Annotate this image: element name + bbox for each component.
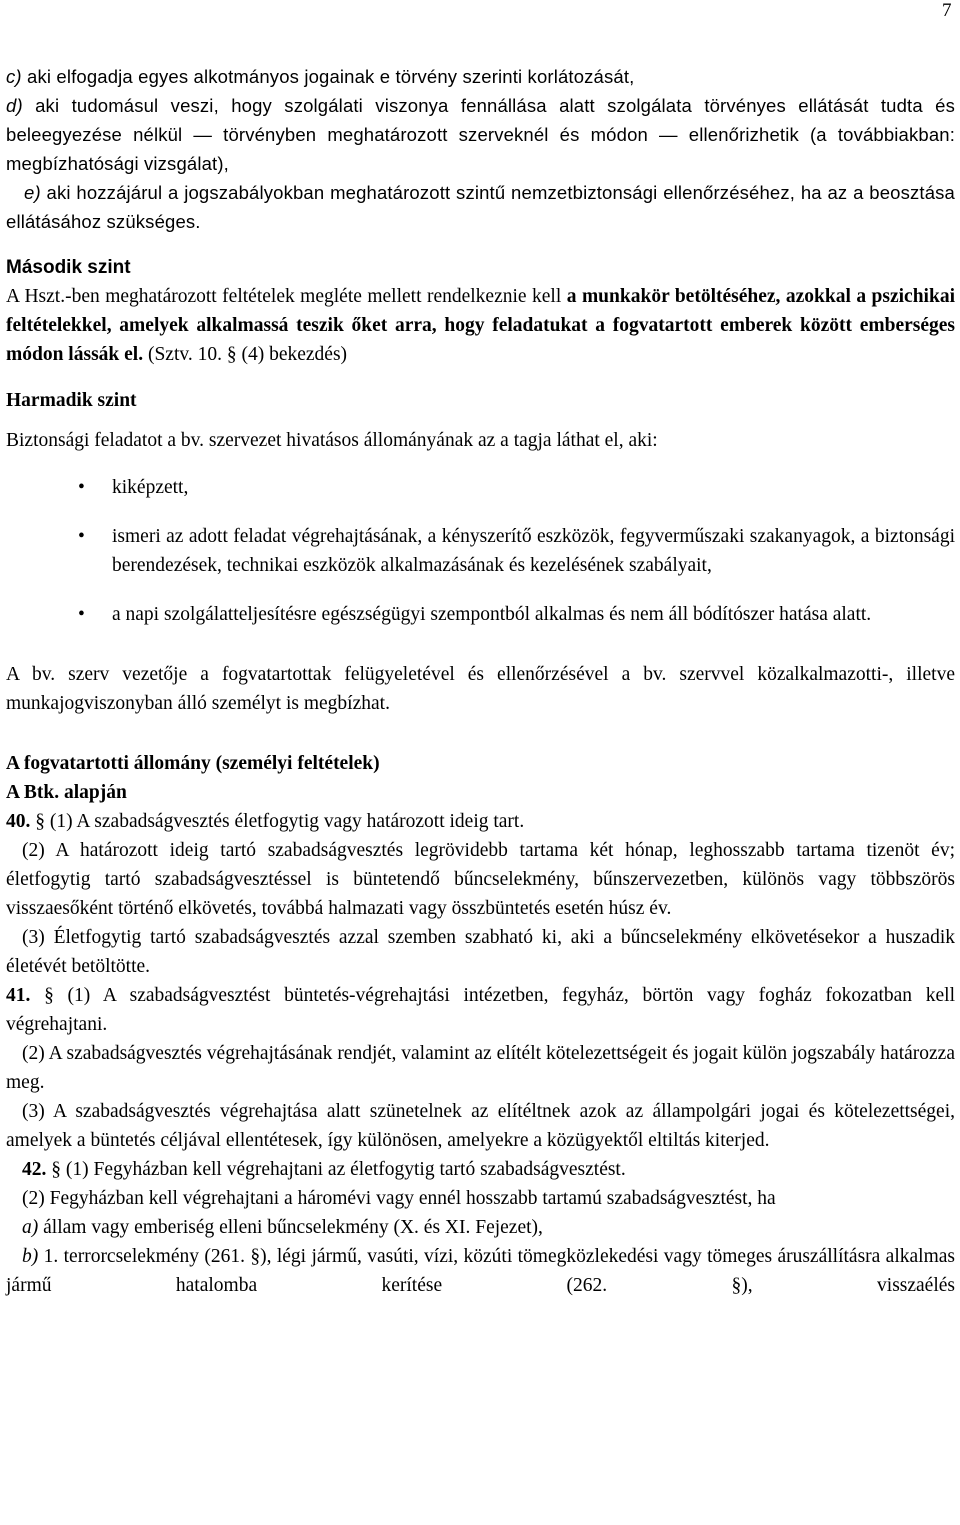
list-item xyxy=(6,473,955,502)
section-40-1-text: § (1) A szabadságvesztés életfogytig vagy határozott ideig tart. xyxy=(30,811,525,832)
bullet-list xyxy=(6,473,955,629)
heading-masodik-szint: Második szint xyxy=(6,257,131,278)
item-b-text: 1. terrorcselekmény (261. §), légi jármű, vasúti, vízi, közúti tömegközlekedési vagy tömeges áruszállításra alkalmas jármű hatalomba kerítése (262. §), visszaélés xyxy=(6,1246,955,1296)
item-d-text: aki tudomásul veszi, hogy szolgálati viszonya fennállása alatt szolgálata törvényes ellátását tudta és beleegyezése nélkül — törvényben meghatározott szerveknél és módon — ellenőrizhetik (a továbbiakban: megbízhatósági vizsgálat), xyxy=(6,95,955,174)
bullet-dot-icon: • xyxy=(78,526,85,547)
item-b xyxy=(6,1242,955,1300)
item-c xyxy=(6,62,955,91)
section-40-number: 40. xyxy=(6,811,31,832)
item-d xyxy=(6,91,955,178)
bullet-dot-icon: • xyxy=(78,604,85,625)
section-42-1 xyxy=(6,1155,955,1184)
section-40-2: (2) A határozott ideig tartó szabadságvesztés legrövidebb tartama két hónap, leghosszabb tartama tizenöt év; életfogytig tartó szabadságvesztéssel is büntetendő bűncselekmény, bűnszervezetben, különös vagy többszörös visszaesőként történő elkövetés, továbbá halmazati vagy összbüntetés esetén húsz év. xyxy=(6,840,955,919)
masodik-tail: (Sztv. 10. § (4) bekezdés) xyxy=(143,344,348,365)
masodik-lead: A Hszt.-ben meghatározott feltételek megléte mellett rendelkeznie kell xyxy=(6,286,567,307)
document-body xyxy=(6,62,955,1300)
bullet-dot-icon: • xyxy=(78,477,85,498)
item-e xyxy=(6,178,955,236)
item-e-label: e) xyxy=(24,182,41,203)
bullet-text: ismeri az adott feladat végrehajtásának, a kényszerítő eszközök, fegyverműszaki szakanyagok, a biztonsági berendezések, technikai eszközök alkalmazásának és kezelésének szabályait, xyxy=(112,526,955,576)
item-d-label: d) xyxy=(6,95,23,116)
section-41-number: 41. xyxy=(6,985,31,1006)
section-42-2: (2) Fegyházban kell végrehajtani a háromévi vagy ennél hosszabb tartamú szabadságvesztést, ha xyxy=(22,1188,776,1209)
list-item xyxy=(6,600,955,629)
item-a xyxy=(6,1213,955,1242)
item-a-label: a) xyxy=(22,1217,39,1238)
section-41-1 xyxy=(6,981,955,1039)
section-41-1-text: § (1) A szabadságvesztést büntetés-végrehajtási intézetben, fegyház, börtön vagy fogház fokozatban kell végrehajtani. xyxy=(6,985,955,1035)
section-42-number: 42. xyxy=(22,1159,47,1180)
heading-fogvatartotti: A fogvatartotti állomány (személyi feltételek) xyxy=(6,753,380,774)
bullet-text: a napi szolgálatteljesítésre egészségügyi szempontból alkalmas és nem áll bódítószer hatása alatt. xyxy=(112,604,872,625)
closing-paragraph: A bv. szerv vezetője a fogvatartottak felügyeletével és ellenőrzésével a bv. szervvel közalkalmazotti-, illetve munkajogviszonyban álló személyt is megbízhat. xyxy=(6,664,955,714)
item-a-text: állam vagy emberiség elleni bűncselekmény (X. és XI. Fejezet), xyxy=(38,1217,543,1238)
section-42-1-text: § (1) Fegyházban kell végrehajtani az életfogytig tartó szabadságvesztést. xyxy=(46,1159,626,1180)
page-number: 7 xyxy=(942,0,952,21)
item-c-text: aki elfogadja egyes alkotmányos jogainak e törvény szerinti korlátozását, xyxy=(21,66,635,87)
list-item xyxy=(6,522,955,580)
paragraph-masodik xyxy=(6,282,955,369)
harmadik-intro: Biztonsági feladatot a bv. szervezet hivatásos állományának az a tagja láthat el, aki: xyxy=(6,430,658,451)
section-40-3: (3) Életfogytig tartó szabadságvesztés azzal szemben szabható ki, aki a bűncselekmény elkövetésekor a huszadik életévét betöltötte. xyxy=(6,927,955,977)
item-b-label: b) xyxy=(22,1246,39,1267)
heading-harmadik-szint: Harmadik szint xyxy=(6,390,137,411)
item-c-label: c) xyxy=(6,66,22,87)
subheading-btk: A Btk. alapján xyxy=(6,782,127,803)
section-40-1 xyxy=(6,807,955,836)
item-e-text: aki hozzájárul a jogszabályokban meghatározott szintű nemzetbiztonsági ellenőrzéséhez, ha az a beosztása ellátásához szükséges. xyxy=(6,182,955,232)
masodik-bold: a munkakör betöltéséhez, azokkal a pszichikai feltételekkel, amelyek alkalmassá teszik őket arra, hogy feladatukat a fogvatartott emberek között emberséges módon lássák el. xyxy=(6,286,955,365)
section-41-3: (3) A szabadságvesztés végrehajtása alatt szünetelnek az elítéltnek azok az állampolgári jogai és kötelezettségei, amelyek a büntetés céljával ellentétesek, így különösen, amelyekre a közügyektől eltiltás kiterjed. xyxy=(6,1101,955,1151)
section-41-2: (2) A szabadságvesztés végrehajtásának rendjét, valamint az elítélt kötelezettségeit és jogait külön jogszabály határozza meg. xyxy=(6,1043,955,1093)
bullet-text: kiképzett, xyxy=(112,477,189,498)
